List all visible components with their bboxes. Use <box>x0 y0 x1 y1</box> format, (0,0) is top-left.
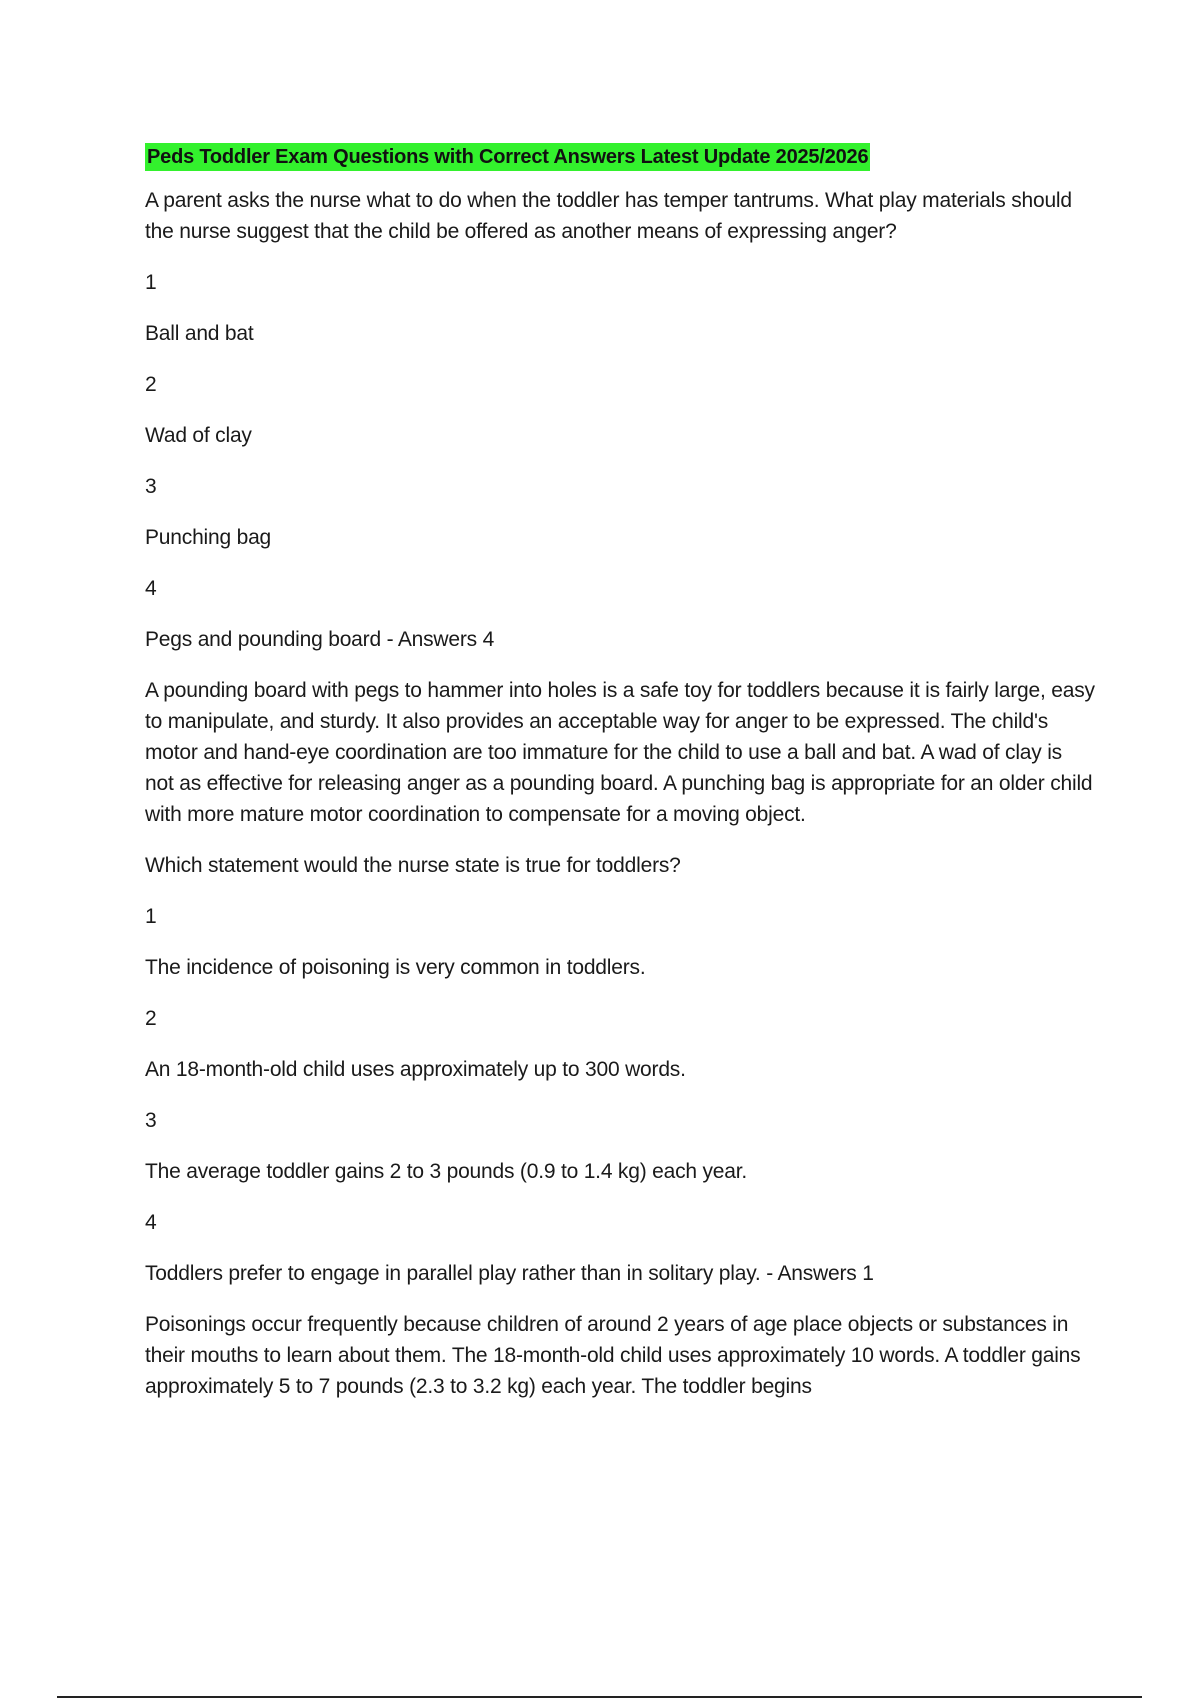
question-2-text: Which statement would the nurse state is true for toddlers? <box>145 854 681 877</box>
q2-option-1-number: 1 <box>145 905 157 928</box>
q1-option-2-number: 2 <box>145 373 157 396</box>
q2-option-1-text: The incidence of poisoning is very common in toddlers. <box>145 956 646 979</box>
question-1-text: A parent asks the nurse what to do when the toddler has temper tantrums. What play materials should the nurse suggest that the child be offered as another means of expressing anger? <box>145 189 1072 243</box>
question-2-rationale: Poisonings occur frequently because children of around 2 years of age place objects or substances in their mouths to learn about them. The 18-month-old child uses approximately 10 words. A toddler gains approximately 5 to 7 pounds (2.3 to 3.2 kg) each year. The toddler begins <box>145 1313 1081 1398</box>
document-title: Peds Toddler Exam Questions with Correct Answers Latest Update 2025/2026 <box>145 143 870 171</box>
q1-option-1-number: 1 <box>145 271 157 294</box>
q1-option-4-text: Pegs and pounding board - Answers 4 <box>145 628 495 651</box>
q1-option-4-number: 4 <box>145 577 157 600</box>
q1-option-2-text: Wad of clay <box>145 424 252 447</box>
q2-option-2-number: 2 <box>145 1007 157 1030</box>
q2-option-3-number: 3 <box>145 1109 157 1132</box>
document-page <box>145 143 1095 1422</box>
q2-option-3-text: The average toddler gains 2 to 3 pounds (0.9 to 1.4 kg) each year. <box>145 1160 748 1183</box>
q1-option-3-number: 3 <box>145 475 157 498</box>
question-1-rationale: A pounding board with pegs to hammer into holes is a safe toy for toddlers because it is fairly large, easy to manipulate, and sturdy. It also provides an acceptable way for anger to be expressed. The child's motor and hand-eye coordination are too immature for the child to use a ball and bat. A wad of clay is not as effective for releasing anger as a pounding board. A punching bag is appropriate for an older child with more mature motor coordination to compensate for a moving object. <box>145 679 1095 826</box>
q1-option-3-text: Punching bag <box>145 526 272 549</box>
q2-option-4-text: Toddlers prefer to engage in parallel play rather than in solitary play. - Answers 1 <box>145 1262 874 1285</box>
q1-option-1-text: Ball and bat <box>145 322 254 345</box>
page-bottom-rule <box>57 1696 1142 1698</box>
q2-option-2-text: An 18-month-old child uses approximately up to 300 words. <box>145 1058 686 1081</box>
q2-option-4-number: 4 <box>145 1211 157 1234</box>
